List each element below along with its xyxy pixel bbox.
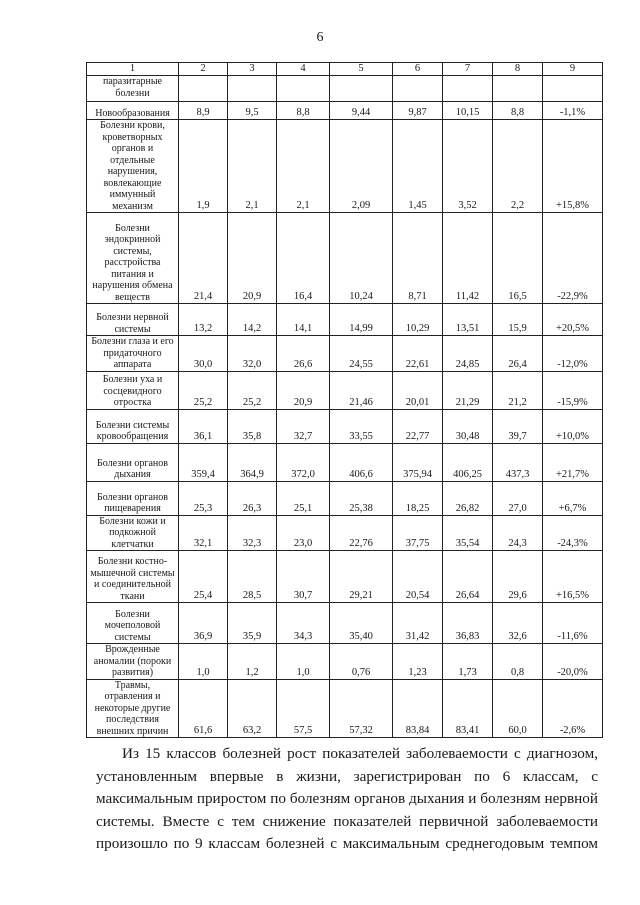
rate-cell: 57,32 [330, 679, 393, 738]
column-header: 1 [87, 63, 179, 76]
rate-cell: 63,2 [228, 679, 277, 738]
rate-cell: 39,7 [493, 409, 543, 443]
rate-cell: 23,0 [277, 515, 330, 551]
rate-cell: 372,0 [277, 443, 330, 481]
change-percent-cell: +6,7% [543, 481, 603, 515]
rate-cell: 36,83 [443, 603, 493, 644]
rate-cell: 3,52 [443, 120, 493, 213]
rate-cell: 32,6 [493, 603, 543, 644]
rate-cell: 18,25 [393, 481, 443, 515]
rate-cell [443, 76, 493, 102]
rate-cell: 359,4 [179, 443, 228, 481]
rate-cell: 27,0 [493, 481, 543, 515]
table-row [87, 336, 603, 372]
rate-cell: 2,1 [277, 120, 330, 213]
change-percent-cell: -11,6% [543, 603, 603, 644]
rate-cell: 36,9 [179, 603, 228, 644]
paragraph-line: максимальным приростом по болезням органов дыхания и болезням нервной [96, 790, 598, 808]
rate-cell: 14,1 [277, 304, 330, 336]
rate-cell: 437,3 [493, 443, 543, 481]
rate-cell: 21,46 [330, 371, 393, 409]
change-percent-cell: -24,3% [543, 515, 603, 551]
table-row [87, 409, 603, 443]
column-header: 2 [179, 63, 228, 76]
disease-class-name: Болезни нервной системы [87, 304, 179, 336]
column-header: 5 [330, 63, 393, 76]
rate-cell: 16,5 [493, 213, 543, 304]
change-percent-cell: -22,9% [543, 213, 603, 304]
disease-class-name: Болезни крови, кроветворных органов и отдельные нарушения, вовлекающие иммунный механизм [87, 120, 179, 213]
rate-cell: 35,54 [443, 515, 493, 551]
change-percent-cell: +15,8% [543, 120, 603, 213]
rate-cell: 32,3 [228, 515, 277, 551]
column-header: 4 [277, 63, 330, 76]
paragraph-line: Из 15 классов болезней рост показателей заболеваемости с диагнозом, [122, 745, 598, 762]
rate-cell: 35,8 [228, 409, 277, 443]
column-header: 9 [543, 63, 603, 76]
change-percent-cell: -12,0% [543, 336, 603, 372]
rate-cell: 25,4 [179, 551, 228, 603]
table-row [87, 304, 603, 336]
rate-cell [493, 76, 543, 102]
rate-cell: 1,0 [277, 644, 330, 680]
table-row [87, 644, 603, 680]
table-row [87, 679, 603, 738]
rate-cell: 1,2 [228, 644, 277, 680]
rate-cell: 364,9 [228, 443, 277, 481]
table-row [87, 76, 603, 102]
rate-cell: 1,0 [179, 644, 228, 680]
rate-cell: 20,54 [393, 551, 443, 603]
rate-cell: 57,5 [277, 679, 330, 738]
rate-cell: 8,9 [179, 102, 228, 120]
change-percent-cell: -2,6% [543, 679, 603, 738]
rate-cell: 22,61 [393, 336, 443, 372]
change-percent-cell: -15,9% [543, 371, 603, 409]
rate-cell: 34,3 [277, 603, 330, 644]
disease-class-name: Болезни органов дыхания [87, 443, 179, 481]
disease-class-name: паразитарные болезни [87, 76, 179, 102]
rate-cell: 35,40 [330, 603, 393, 644]
rate-cell: 0,76 [330, 644, 393, 680]
rate-cell: 37,75 [393, 515, 443, 551]
rate-cell: 406,25 [443, 443, 493, 481]
rate-cell: 32,1 [179, 515, 228, 551]
rate-cell: 15,9 [493, 304, 543, 336]
rate-cell: 2,2 [493, 120, 543, 213]
rate-cell: 30,7 [277, 551, 330, 603]
rate-cell: 2,09 [330, 120, 393, 213]
rate-cell: 11,42 [443, 213, 493, 304]
disease-class-name: Болезни глаза и его придаточного аппарата [87, 336, 179, 372]
rate-cell [330, 76, 393, 102]
rate-cell: 8,8 [277, 102, 330, 120]
rate-cell: 9,44 [330, 102, 393, 120]
paragraph-line: произошло по 9 классам болезней с максимальным среднегодовым темпом [96, 835, 598, 853]
rate-cell: 1,45 [393, 120, 443, 213]
rate-cell: 26,4 [493, 336, 543, 372]
rate-cell: 9,5 [228, 102, 277, 120]
rate-cell [179, 76, 228, 102]
disease-class-name: Болезни костно-мышечной системы и соединительной ткани [87, 551, 179, 603]
column-header: 3 [228, 63, 277, 76]
table-header-row [87, 63, 603, 76]
rate-cell: 24,55 [330, 336, 393, 372]
rate-cell: 24,85 [443, 336, 493, 372]
rate-cell: 30,48 [443, 409, 493, 443]
rate-cell: 1,73 [443, 644, 493, 680]
rate-cell: 0,8 [493, 644, 543, 680]
rate-cell: 16,4 [277, 213, 330, 304]
table-row [87, 551, 603, 603]
change-percent-cell: -1,1% [543, 102, 603, 120]
change-percent-cell: +21,7% [543, 443, 603, 481]
rate-cell [228, 76, 277, 102]
table-row [87, 515, 603, 551]
change-percent-cell [543, 76, 603, 102]
change-percent-cell: +10,0% [543, 409, 603, 443]
rate-cell: 32,7 [277, 409, 330, 443]
disease-class-name: Болезни системы кровообращения [87, 409, 179, 443]
rate-cell: 25,1 [277, 481, 330, 515]
rate-cell: 20,9 [277, 371, 330, 409]
rate-cell: 8,71 [393, 213, 443, 304]
rate-cell: 36,1 [179, 409, 228, 443]
disease-class-name: Травмы, отравления и некоторые другие последствия внешних причин [87, 679, 179, 738]
rate-cell: 1,23 [393, 644, 443, 680]
column-header: 7 [443, 63, 493, 76]
disease-class-name: Болезни уха и сосцевидного отростка [87, 371, 179, 409]
rate-cell [393, 76, 443, 102]
rate-cell: 21,4 [179, 213, 228, 304]
change-percent-cell: +16,5% [543, 551, 603, 603]
rate-cell: 26,64 [443, 551, 493, 603]
rate-cell: 14,99 [330, 304, 393, 336]
rate-cell: 83,41 [443, 679, 493, 738]
rate-cell: 25,38 [330, 481, 393, 515]
disease-class-name: Болезни кожи и подкожной клетчатки [87, 515, 179, 551]
rate-cell: 35,9 [228, 603, 277, 644]
disease-class-name: Болезни органов пищеварения [87, 481, 179, 515]
rate-cell: 1,9 [179, 120, 228, 213]
rate-cell: 22,77 [393, 409, 443, 443]
rate-cell: 22,76 [330, 515, 393, 551]
paragraph-line: установленным впервые в жизни, зарегистрирован по 6 классам, с [96, 767, 598, 785]
change-percent-cell: +20,5% [543, 304, 603, 336]
column-header: 8 [493, 63, 543, 76]
rate-cell: 30,0 [179, 336, 228, 372]
rate-cell: 21,2 [493, 371, 543, 409]
page-number: 6 [316, 30, 324, 45]
table-row [87, 603, 603, 644]
rate-cell [277, 76, 330, 102]
table-row [87, 371, 603, 409]
body-paragraph [96, 743, 598, 856]
rate-cell: 26,82 [443, 481, 493, 515]
rate-cell: 26,3 [228, 481, 277, 515]
rate-cell: 31,42 [393, 603, 443, 644]
rate-cell: 26,6 [277, 336, 330, 372]
rate-cell: 25,2 [179, 371, 228, 409]
rate-cell: 10,15 [443, 102, 493, 120]
rate-cell: 406,6 [330, 443, 393, 481]
rate-cell: 32,0 [228, 336, 277, 372]
rate-cell: 60,0 [493, 679, 543, 738]
table-row [87, 443, 603, 481]
rate-cell: 9,87 [393, 102, 443, 120]
column-header: 6 [393, 63, 443, 76]
rate-cell: 33,55 [330, 409, 393, 443]
rate-cell: 83,84 [393, 679, 443, 738]
disease-class-name: Болезни мочеполовой системы [87, 603, 179, 644]
rate-cell: 20,01 [393, 371, 443, 409]
change-percent-cell: -20,0% [543, 644, 603, 680]
table-row [87, 481, 603, 515]
disease-class-name: Врожденные аномалии (пороки развития) [87, 644, 179, 680]
rate-cell: 24,3 [493, 515, 543, 551]
rate-cell: 25,2 [228, 371, 277, 409]
rate-cell: 13,2 [179, 304, 228, 336]
rate-cell: 61,6 [179, 679, 228, 738]
rate-cell: 10,29 [393, 304, 443, 336]
table-row [87, 213, 603, 304]
rate-cell: 25,3 [179, 481, 228, 515]
rate-cell: 20,9 [228, 213, 277, 304]
morbidity-table [86, 62, 603, 738]
rate-cell: 375,94 [393, 443, 443, 481]
rate-cell: 29,21 [330, 551, 393, 603]
rate-cell: 14,2 [228, 304, 277, 336]
table-row [87, 102, 603, 120]
rate-cell: 10,24 [330, 213, 393, 304]
disease-class-name: Болезни эндокринной системы, расстройства питания и нарушения обмена веществ [87, 213, 179, 304]
rate-cell: 21,29 [443, 371, 493, 409]
disease-class-name: Новообразования [87, 102, 179, 120]
rate-cell: 13,51 [443, 304, 493, 336]
table-row [87, 120, 603, 213]
rate-cell: 8,8 [493, 102, 543, 120]
rate-cell: 28,5 [228, 551, 277, 603]
rate-cell: 2,1 [228, 120, 277, 213]
paragraph-line: системы. Вместе с тем снижение показателей первичной заболеваемости [96, 812, 598, 830]
rate-cell: 29,6 [493, 551, 543, 603]
